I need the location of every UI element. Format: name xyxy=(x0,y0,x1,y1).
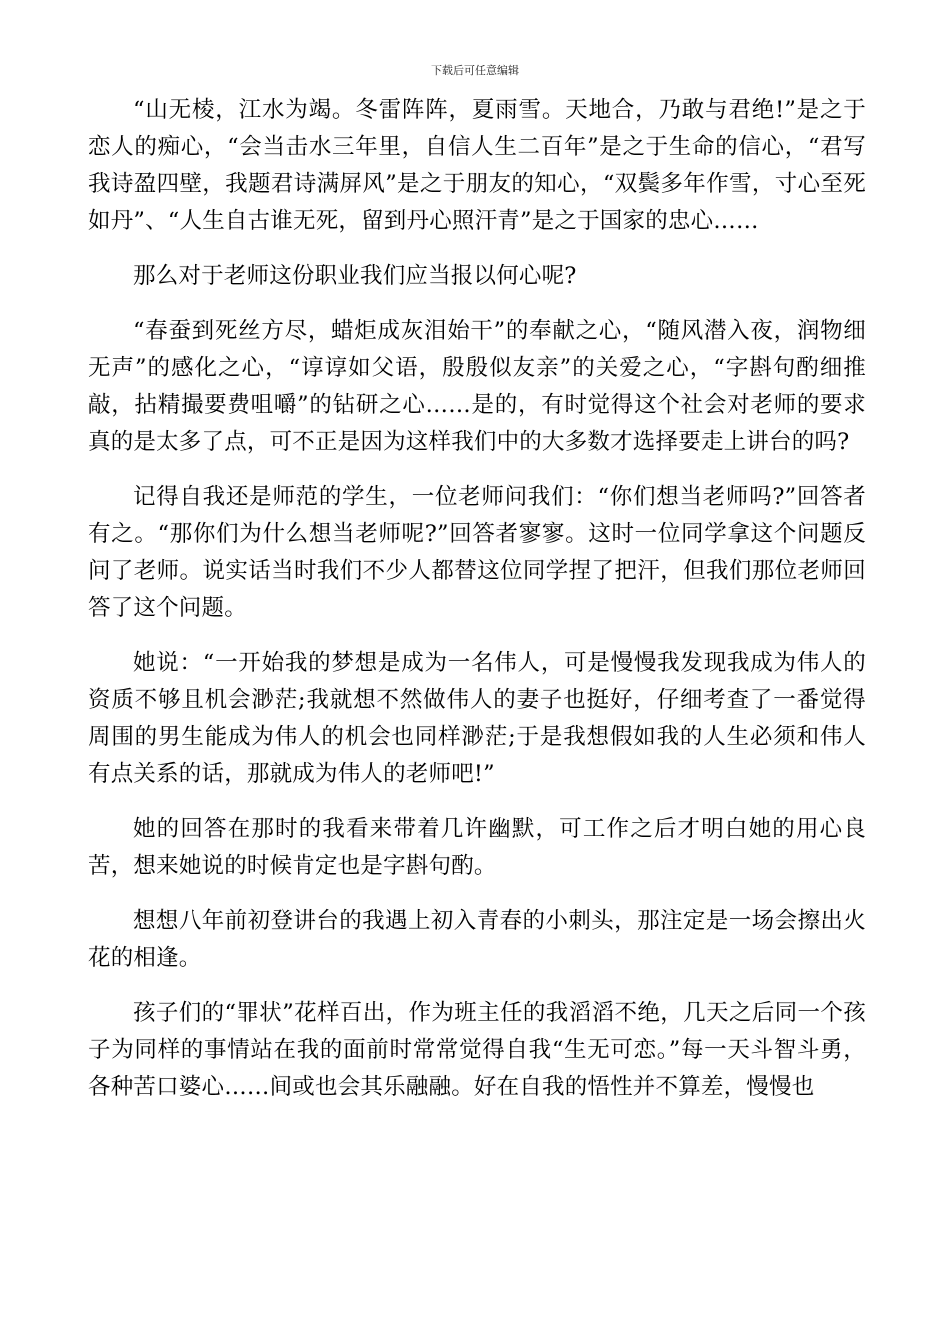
page-header: 下载后可任意编辑 xyxy=(431,64,519,77)
paragraph-5: 她说：“一开始我的梦想是成为一名伟人，可是慢慢我发现我成为伟人的资质不够且机会渺茫;我就想不然做伟人的妻子也挺好，仔细考查了一番觉得周围的男生能成为伟人的机会也同样渺茫;于是我想假如我的人生必须和伟人有点关系的话，那就成为伟人的老师吧!” xyxy=(88,650,866,787)
paragraph-6: 她的回答在那时的我看来带着几许幽默，可工作之后才明白她的用心良苦，想来她说的时候肯定也是字斟句酌。 xyxy=(88,816,866,879)
document-body xyxy=(88,92,866,1124)
paragraph-4: 记得自我还是师范的学生，一位老师问我们：“你们想当老师吗?”回答者有之。“那你们为什么想当老师呢?”回答者寥寥。这时一位同学拿这个问题反问了老师。说实话当时我们不少人都替这位同学捏了把汗，但我们那位老师回答了这个问题。 xyxy=(88,484,866,621)
paragraph-8: 孩子们的“罪状”花样百出，作为班主任的我滔滔不绝，几天之后同一个孩子为同样的事情站在我的面前时常常觉得自我“生无可恋。”每一天斗智斗勇，各种苦口婆心……间或也会其乐融融。好在自我的悟性并不算差，慢慢也 xyxy=(88,1000,866,1100)
paragraph-3: “春蚕到死丝方尽，蜡炬成灰泪始干”的奉献之心，“随风潜入夜，润物细无声”的感化之心，“谆谆如父语，殷殷似友亲”的关爱之心，“字斟句酌细推敲，拈精撮要费咀嚼”的钻研之心……是的，有时觉得这个社会对老师的要求真的是太多了点，可不正是因为这样我们中的大多数才选择要走上讲台的吗? xyxy=(88,318,866,455)
paragraph-7: 想想八年前初登讲台的我遇上初入青春的小刺头，那注定是一场会擦出火花的相逢。 xyxy=(88,908,866,971)
paragraph-2: 那么对于老师这份职业我们应当报以何心呢? xyxy=(133,263,577,289)
paragraph-1: “山无棱，江水为竭。冬雷阵阵，夏雨雪。天地合，乃敢与君绝!”是之于恋人的痴心，“会当击水三年里，自信人生二百年”是之于生命的信心，“君写我诗盈四壁，我题君诗满屏风”是之于朋友的知心，“双鬓多年作雪，寸心至死如丹”、“人生自古谁无死，留到丹心照汗青”是之于国家的忠心…… xyxy=(88,97,866,234)
